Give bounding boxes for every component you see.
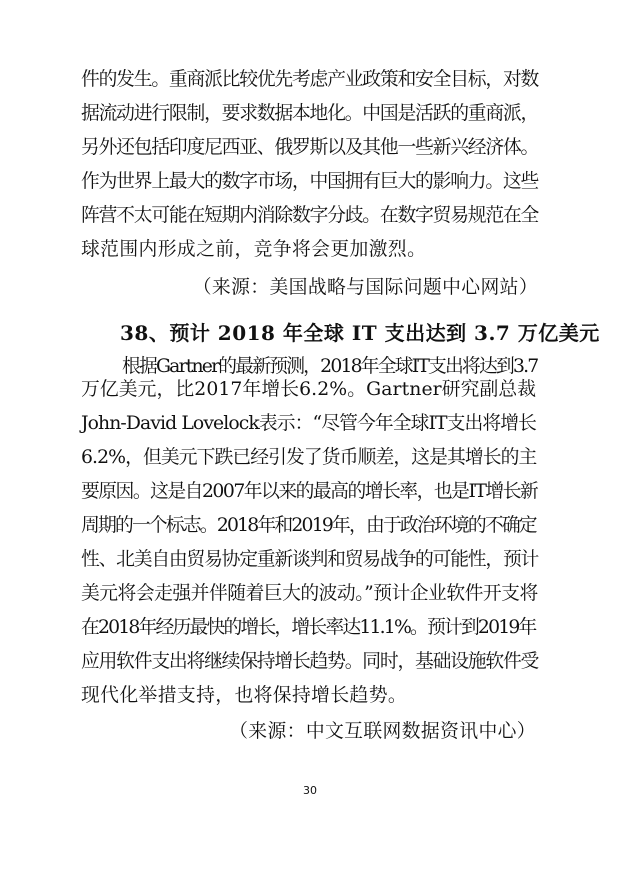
- paragraph-line: John-David Lovelock表示：“尽管今年全球IT支出将增长: [81, 413, 537, 434]
- source-citation: （来源：中文互联网数据资讯中心）: [229, 721, 536, 742]
- paragraph-line: 作为世界上最大的数字市场，中国拥有巨大的影响力。这些: [81, 171, 539, 192]
- page-number: 30: [303, 784, 317, 797]
- paragraph-line: 要原因。这是自2007年以来的最高的增长率，也是IT增长新: [81, 481, 538, 502]
- source-citation: （来源：美国战略与国际问题中心网站）: [192, 277, 538, 298]
- paragraph-line: 6.2%，但美元下跌已经引发了货币顺差，这是其增长的主: [81, 447, 537, 468]
- paragraph-line: 根据Gartner的最新预测，2018年全球IT支出将达到3.7: [122, 356, 538, 377]
- paragraph-line: 现代化举措支持，也将保持增长趋势。: [81, 685, 408, 706]
- paragraph-line: 性、北美自由贸易协定重新谈判和贸易战争的可能性，预计: [81, 549, 539, 570]
- paragraph-line: 据流动进行限制，要求数据本地化。中国是活跃的重商派，: [81, 103, 539, 124]
- paragraph-line: 在2018年经历最快的增长，增长率达11.1%。预计到2019年: [81, 617, 536, 638]
- paragraph-line: 应用软件支出将继续保持增长趋势。同时，基础设施软件受: [81, 651, 539, 672]
- paragraph-line: 阵营不太可能在短期内消除数字分歧。在数字贸易规范在全: [81, 205, 539, 226]
- paragraph-line: 周期的一个标志。2018年和2019年，由于政治环境的不确定: [81, 515, 536, 536]
- paragraph-line: 另外还包括印度尼西亚、俄罗斯以及其他一些新兴经济体。: [81, 137, 539, 158]
- paragraph-line: 万亿美元，比2017年增长6.2%。Gartner研究副总裁: [81, 379, 537, 400]
- paragraph-line: 美元将会走强并伴随着巨大的波动。”预计企业软件开支将: [81, 583, 538, 604]
- paragraph-line: 件的发生。重商派比较优先考虑产业政策和安全目标，对数: [81, 69, 539, 90]
- paragraph-line: 球范围内形成之前，竞争将会更加激烈。: [81, 239, 427, 260]
- section-heading: 38、预计 2018 年全球 IT 支出达到 3.7 万亿美元: [120, 321, 600, 345]
